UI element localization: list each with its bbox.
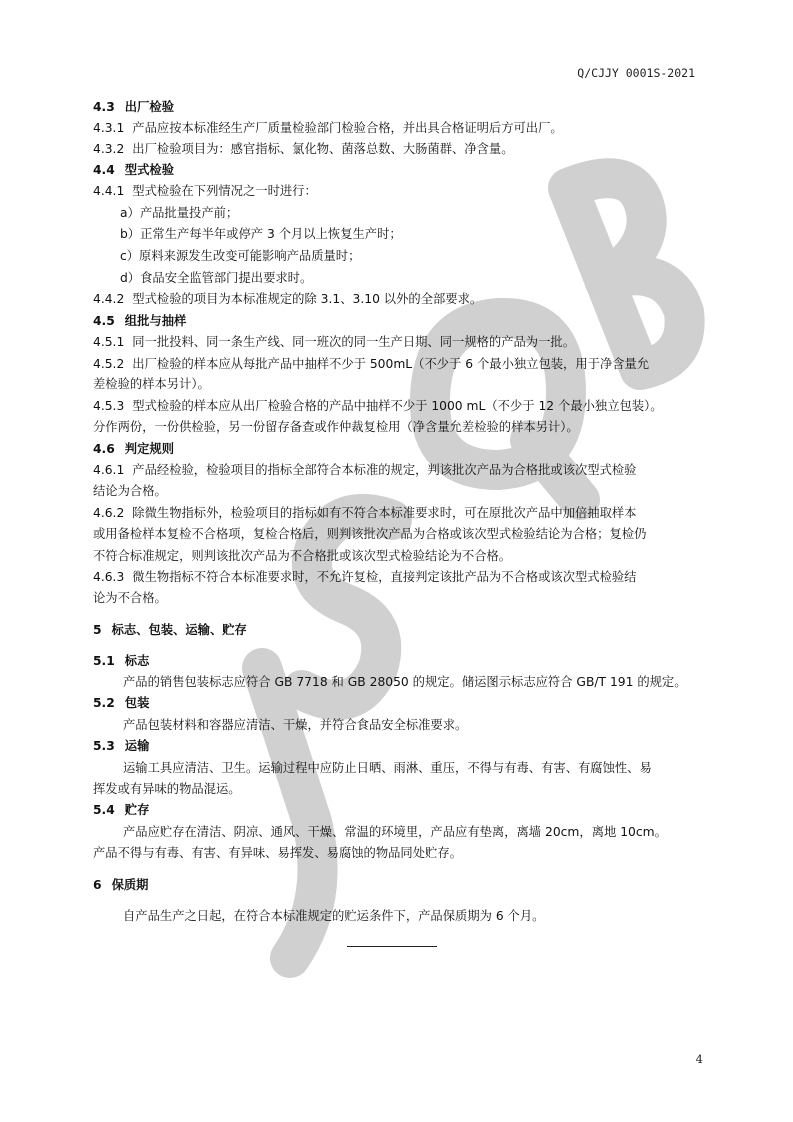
clause-4-5-3-cont: 分作两份，一份供检验，另一份留存备查或作仲裁复检用（净含量允差检验的样本另计）。 [93, 420, 579, 434]
section-title: 运输 [124, 739, 150, 753]
heading-5-2 [93, 695, 149, 711]
list-item-b: b）正常生产每半年或停产 3 个月以上恢复生产时； [120, 227, 402, 241]
heading-5 [93, 622, 247, 638]
clause-number: 4.3.1 [93, 121, 125, 135]
list-item-a: a）产品批量投产前； [120, 206, 239, 220]
paragraph-5-2: 产品包装材料和容器应清洁、干燥，并符合食品安全标准要求。 [123, 718, 468, 732]
section-title: 包装 [124, 696, 150, 710]
clause-number: 4.5.2 [93, 357, 125, 371]
section-number: 4.6 [93, 442, 115, 456]
section-title: 保质期 [111, 878, 149, 892]
clause-text: 出厂检验项目为：感官指标、氯化物、菌落总数、大肠菌群、净含量。 [132, 142, 514, 156]
clause-4-5-1 [93, 334, 575, 350]
paragraph-5-3-cont: 挥发或有异味的物品混运。 [93, 782, 241, 796]
clause-4-4-2 [93, 291, 482, 307]
section-title: 组批与抽样 [124, 314, 187, 328]
heading-6 [93, 877, 148, 893]
paragraph-5-4-cont: 产品不得与有毒、有害、有异味、易挥发、易腐蚀的物品同处贮存。 [93, 846, 462, 860]
section-number: 4.5 [93, 314, 115, 328]
clause-4-6-1-cont: 结论为合格。 [93, 484, 167, 498]
paragraph-5-3: 运输工具应清洁、卫生。运输过程中应防止日晒、雨淋、重压，不得与有毒、有害、有腐蚀性、易 [123, 761, 652, 775]
section-title: 判定规则 [124, 442, 174, 456]
clause-4-5-2 [93, 356, 649, 372]
list-item-c: c）原料来源发生改变可能影响产品质量时； [120, 249, 361, 263]
clause-4-4-1 [93, 183, 317, 199]
clause-4-6-2-cont-2: 不符合标准规定，则判该批次产品为不合格批或该次型式检验结论为不合格。 [93, 549, 512, 563]
clause-number: 4.6.2 [93, 506, 125, 520]
heading-5-1 [93, 653, 149, 669]
section-number: 5.4 [93, 803, 115, 817]
clause-number: 4.4.1 [93, 184, 125, 198]
heading-4-5 [93, 313, 186, 329]
heading-4-3 [93, 99, 174, 115]
section-number: 5.3 [93, 739, 115, 753]
heading-4-6 [93, 441, 174, 457]
heading-5-3 [93, 738, 149, 754]
list-item-d: d）食品安全监管部门提出要求时。 [120, 271, 313, 285]
section-title: 标志、包装、运输、贮存 [111, 623, 247, 637]
clause-text: 型式检验的项目为本标准规定的除 3.1、3.10 以外的全部要求。 [132, 292, 483, 306]
clause-4-5-3 [93, 398, 663, 414]
watermark-letter-b [568, 178, 685, 370]
clause-4-6-2 [93, 505, 636, 521]
paragraph-5-4: 产品应贮存在清洁、阴凉、通风、干燥、常温的环境里，产品应有垫离，离墙 20cm，离地 10cm。 [123, 825, 667, 839]
clause-text: 微生物指标不符合本标准要求时，不允许复检，直接判定该批产品为不合格或该次型式检验结 [132, 570, 637, 584]
clause-text: 出厂检验的样本应从每批产品中抽样不少于 500mL（不少于 6 个最小独立包装，用于净含量允 [132, 357, 650, 371]
clause-number: 4.6.3 [93, 570, 125, 584]
clause-number: 4.3.2 [93, 142, 125, 156]
heading-5-4 [93, 802, 149, 818]
section-title: 出厂检验 [124, 100, 174, 114]
clause-text: 同一批投料、同一条生产线、同一班次的同一生产日期、同一规格的产品为一批。 [132, 335, 575, 349]
end-rule [347, 946, 437, 947]
section-title: 标志 [124, 654, 150, 668]
section-number: 6 [93, 878, 102, 892]
clause-4-6-3 [93, 569, 636, 585]
section-title: 贮存 [124, 803, 150, 817]
paragraph-6: 自产品生产之日起，在符合本标准规定的贮运条件下，产品保质期为 6 个月。 [123, 909, 545, 923]
clause-number: 4.5.1 [93, 335, 125, 349]
clause-4-3-2 [93, 141, 514, 157]
clause-4-3-1 [93, 120, 563, 136]
clause-number: 4.4.2 [93, 292, 125, 306]
heading-4-4 [93, 162, 174, 178]
clause-text: 产品应按本标准经生产厂质量检验部门检验合格，并出具合格证明后方可出厂。 [132, 121, 563, 135]
clause-number: 4.6.1 [93, 463, 125, 477]
section-number: 5.1 [93, 654, 115, 668]
clause-4-6-2-cont-1: 或用备检样本复检不合格项，复检合格后，则判该批次产品为合格或该次型式检验结论为合格；复检仍 [93, 527, 647, 541]
paragraph-5-1: 产品的销售包装标志应符合 GB 7718 和 GB 28050 的规定。储运图示标志应符合 GB/T 191 的规定。 [123, 675, 687, 689]
page-number: 4 [695, 1052, 703, 1066]
section-number: 4.4 [93, 163, 115, 177]
clause-text: 型式检验的样本应从出厂检验合格的产品中抽样不少于 1000 mL（不少于 12 个最小独立包装）。 [132, 399, 663, 413]
section-number: 5.2 [93, 696, 115, 710]
clause-number: 4.5.3 [93, 399, 125, 413]
section-title: 型式检验 [124, 163, 174, 177]
clause-4-6-3-cont: 论为不合格。 [93, 591, 167, 605]
clause-text: 型式检验在下列情况之一时进行： [132, 184, 317, 198]
section-number: 5 [93, 623, 102, 637]
clause-text: 产品经检验，检验项目的指标全部符合本标准的规定，判该批次产品为合格批或该次型式检验 [132, 463, 637, 477]
clause-4-5-2-cont: 差检验的样本另计）。 [93, 377, 210, 391]
clause-text: 除微生物指标外，检验项目的指标如有不符合本标准要求时，可在原批次产品中加倍抽取样本 [132, 506, 637, 520]
section-number: 4.3 [93, 100, 115, 114]
clause-4-6-1 [93, 462, 636, 478]
standard-code: Q/CJJY 0001S-2021 [577, 66, 695, 80]
